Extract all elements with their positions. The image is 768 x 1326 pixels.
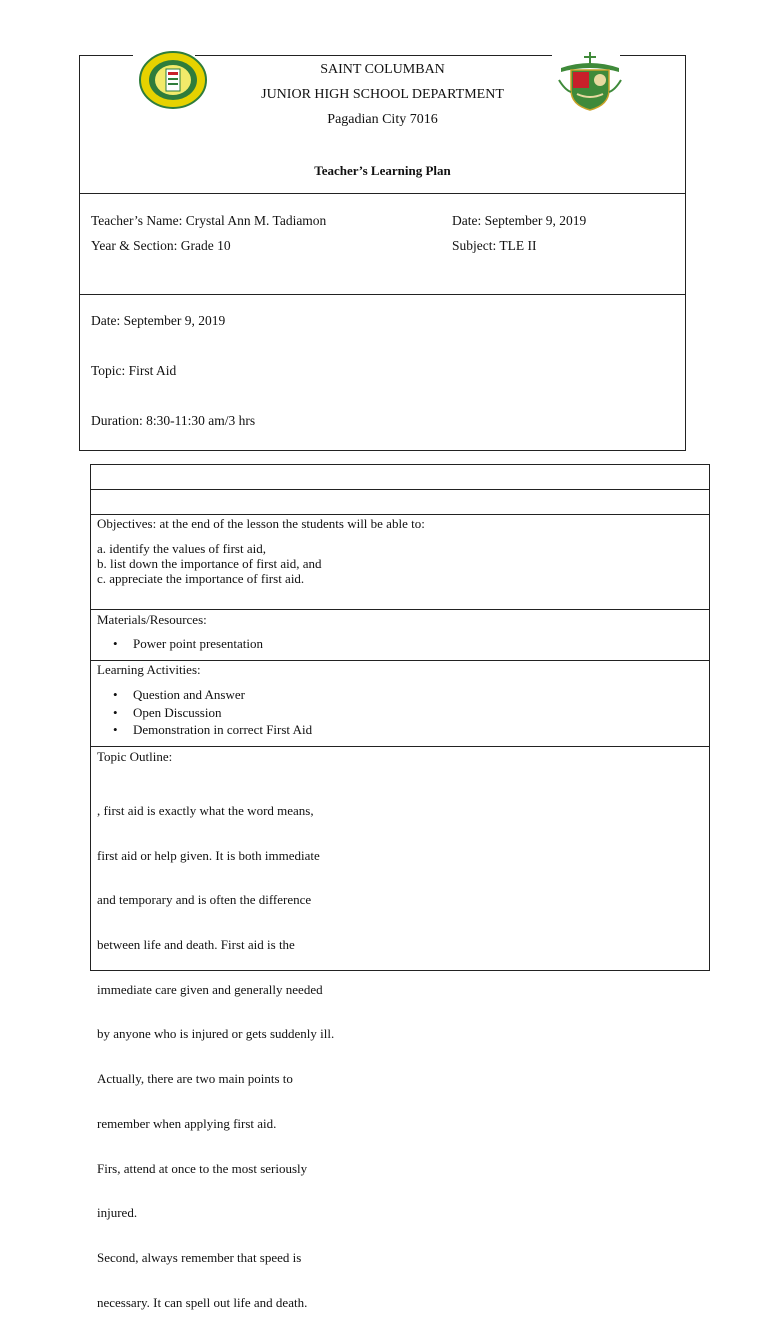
- activity-item: • Open Discussion: [133, 704, 312, 722]
- divider: [79, 294, 686, 295]
- department-name: JUNIOR HIGH SCHOOL DEPARTMENT: [261, 87, 504, 102]
- outline-line: and temporary and is often the difference: [97, 892, 312, 908]
- outline-line: , first aid is exactly what the word means,: [97, 802, 314, 818]
- table-row-divider: [90, 609, 710, 610]
- table-row-divider: [90, 489, 710, 490]
- materials-item: • Power point presentation: [133, 635, 263, 653]
- divider: [79, 193, 686, 194]
- subject: Subject: TLE II: [452, 238, 537, 253]
- outline-line: Actually, there are two main points to: [97, 1071, 293, 1087]
- materials-heading: Materials/Resources:: [97, 612, 207, 627]
- outline-line: first aid or help given. It is both immediate: [97, 847, 320, 863]
- materials-list: [133, 635, 263, 653]
- outline-line: Firs, attend at once to the most seriously: [97, 1160, 308, 1176]
- duration: Duration: 8:30-11:30 am/3 hrs: [91, 413, 256, 428]
- outline-text: [97, 774, 334, 1326]
- outline-line: necessary. It can spell out life and death.: [97, 1294, 308, 1310]
- objective-item: a. identify the values of first aid,: [97, 541, 266, 556]
- table-row-divider: [90, 514, 710, 515]
- outline-line: Second, always remember that speed is: [97, 1250, 302, 1265]
- city-address: Pagadian City 7016: [327, 112, 438, 127]
- plan-title: Teacher’s Learning Plan: [314, 163, 451, 178]
- table-row-divider: [90, 660, 710, 661]
- coat-of-arms-logo: [555, 50, 625, 118]
- objective-item: b. list down the importance of first aid, and: [97, 556, 322, 571]
- outline-line: remember when applying first aid.: [97, 1115, 277, 1131]
- activities-list: [133, 686, 312, 739]
- objective-item: c. appreciate the importance of first aid.: [97, 571, 305, 586]
- objectives-heading: Objectives: at the end of the lesson the students will be able to:: [97, 516, 425, 531]
- activities-heading: Learning Activities:: [97, 662, 201, 677]
- outline-line: by anyone who is injured or gets suddenly ill.: [97, 1026, 335, 1042]
- activity-item: • Question and Answer: [133, 686, 312, 704]
- outline-heading: Topic Outline:: [97, 749, 173, 764]
- school-name: SAINT COLUMBAN: [320, 62, 445, 77]
- activity-item: • Demonstration in correct First Aid: [133, 721, 312, 739]
- outline-line: injured.: [97, 1205, 138, 1221]
- teacher-name: Teacher’s Name: Crystal Ann M. Tadiamon: [91, 213, 327, 228]
- outline-line: immediate care given and generally needed: [97, 981, 323, 997]
- outline-line: between life and death. First aid is the: [97, 936, 295, 952]
- details-date: Date: September 9, 2019: [91, 313, 226, 328]
- plan-date: Date: September 9, 2019: [452, 213, 587, 228]
- topic: Topic: First Aid: [91, 363, 177, 378]
- year-section: Year & Section: Grade 10: [91, 238, 231, 253]
- table-row-divider: [90, 746, 710, 747]
